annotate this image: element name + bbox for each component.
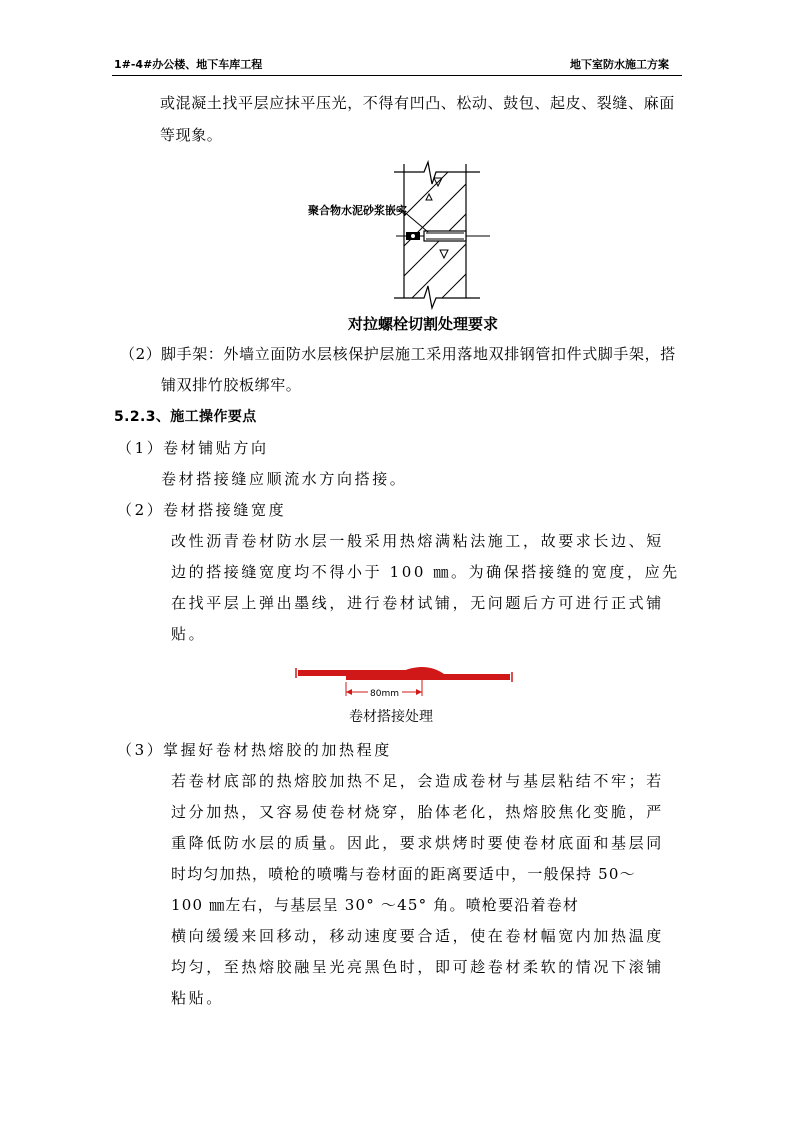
header-document-title: 地下室防水施工方案: [570, 58, 669, 71]
header-project-title: 1#-4#办公楼、地下车库工程: [114, 58, 263, 71]
paragraph-line: 重降低防水层的质量。因此，要求烘烤时要使卷材底面和基层同: [171, 834, 664, 852]
item-number: （2）: [117, 501, 165, 519]
aggregate-mark: [426, 194, 432, 200]
item-number: （2）: [120, 345, 162, 363]
subsection-title: 卷材铺贴方向: [163, 439, 269, 457]
tie-bolt-detail-figure: [300, 150, 510, 310]
subsection-title: 掌握好卷材热熔胶的加热程度: [163, 741, 392, 759]
break-line-top: [394, 162, 480, 184]
figure2-caption: 卷材搭接处理: [349, 709, 433, 725]
paragraph-line: 改性沥青卷材防水层一般采用热熔满粘法施工，故要求长边、短: [171, 532, 664, 550]
paragraph-line: 粘贴。: [171, 989, 224, 1007]
membrane-upper: [346, 674, 510, 680]
paragraph-line: 100 ㎜左右，与基层呈 30° ～45° 角。喷枪要沿着卷材: [171, 896, 580, 914]
paragraph-line: 横向缓缓来回移动，移动速度要合适，使在卷材幅宽内加热温度: [171, 927, 664, 945]
subsection-title: 卷材搭接缝宽度: [163, 501, 287, 519]
paragraph-line: 在找平层上弹出墨线，进行卷材试铺，无问题后方可进行正式铺: [171, 594, 664, 612]
paragraph-line: 铺双排竹胶板绑牢。: [161, 376, 302, 394]
mortar-label: 聚合物水泥砂浆嵌实: [308, 204, 407, 217]
paragraph-line: 时均匀加热，喷枪的喷嘴与卷材面的距离要适中，一般保持 50～: [171, 865, 636, 883]
aggregate-mark: [440, 250, 448, 258]
paragraph-line: 脚手架：外墙立面防水层核保护层施工采用落地双排钢管扣件式脚手架，搭: [161, 345, 676, 363]
paragraph-line: 边的搭接缝宽度均不得小于 100 ㎜。为确保搭接缝的宽度，应先: [171, 563, 680, 581]
item-number: （3）: [117, 741, 165, 759]
section-heading: 5.2.3、施工操作要点: [114, 409, 257, 425]
lap-joint-figure: [294, 660, 514, 702]
paragraph-line: 若卷材底部的热熔胶加热不足，会造成卷材与基层粘结不牢；若: [171, 772, 664, 790]
figure1-caption: 对拉螺栓切割处理要求: [348, 315, 499, 333]
dimension-label: 80mm: [370, 689, 399, 699]
break-line-bottom: [394, 286, 480, 308]
header-divider: [112, 75, 682, 76]
paragraph-line: 贴。: [171, 625, 207, 643]
paragraph-line: 卷材搭接缝应顺流水方向搭接。: [161, 470, 408, 488]
paragraph-line: 或混凝土找平层应抹平压光，不得有凹凸、松动、鼓包、起皮、裂缝、麻面: [160, 94, 675, 112]
paragraph-line: 等现象。: [160, 126, 223, 144]
paragraph-line: 均匀，至热熔胶融呈光亮黑色时，即可趁卷材柔软的情况下滚铺: [171, 958, 664, 976]
item-number: （1）: [117, 439, 165, 457]
paragraph-line: 过分加热，又容易使卷材烧穿，胎体老化，热熔胶焦化变脆，严: [171, 803, 664, 821]
